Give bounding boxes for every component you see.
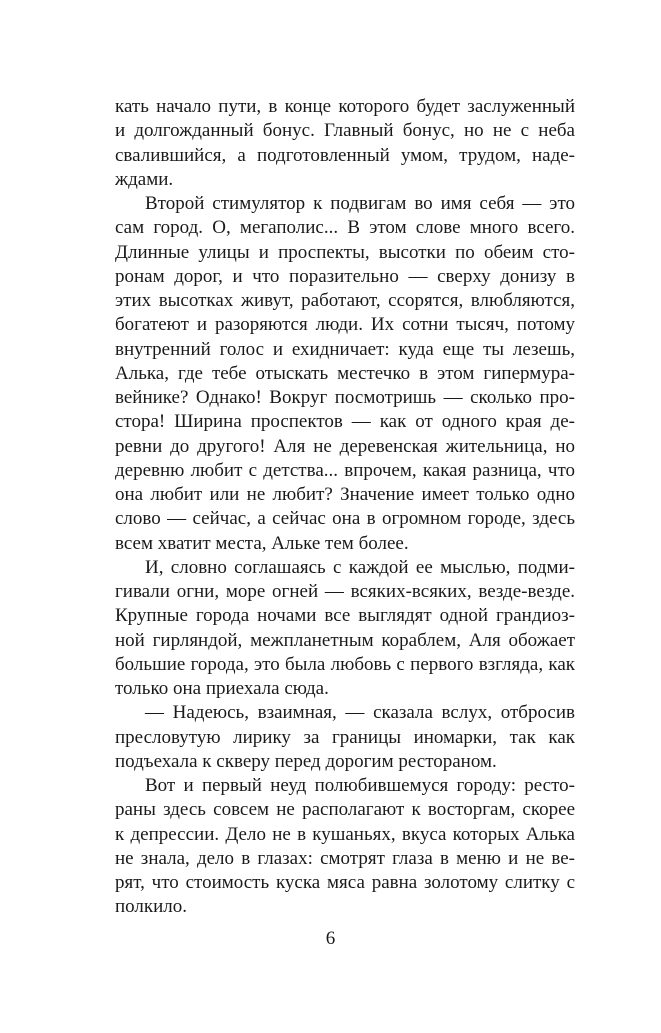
text-line: деревню любит с детства... впрочем, какая разница, что (115, 459, 575, 481)
text-line: слово — сейчас, а сейчас она в огромном городе, здесь (115, 508, 575, 530)
text-line: не знала, дело в глазах: смотрят глаза в меню и не ве- (115, 847, 575, 869)
page-body-text (115, 95, 575, 920)
text-line: Длинные улицы и проспекты, высотки по обеим сто- (115, 241, 575, 263)
paragraph (115, 556, 575, 702)
text-line: рят, что стоимость куска мяса равна золотому слитку с (115, 872, 575, 893)
text-line: гивали огни, море огней — всяких-всяких, везде-везде. (115, 581, 575, 602)
text-line: ной гирляндой, межпланетным кораблем, Аля обожает (115, 629, 575, 651)
text-line: свалившийся, а подготовленный умом, трудом, наде- (115, 144, 575, 166)
text-line: И, словно соглашаясь с каждой ее мыслью, подми- (145, 556, 575, 578)
text-line: Алька, где тебе отыскать местечко в этом гипермура- (115, 362, 575, 384)
text-line: Вот и первый неуд полюбившемуся городу: ресто- (145, 775, 575, 796)
text-line: богатеют и разоряются люди. Их сотни тысяч, потому (115, 314, 575, 336)
text-line: вейнике? Однако! Вокруг посмотришь — сколько про- (115, 387, 575, 408)
text-line: только она приехала сюда. (115, 678, 329, 699)
text-line: полкило. (115, 896, 188, 918)
text-line: сам город. О, мегаполис... В этом слове много всего. (115, 217, 575, 239)
text-line: Второй стимулятор к подвигам во имя себя — это (145, 193, 575, 214)
page-number: 6 (325, 928, 336, 949)
text-line: большие города, это была любовь с первого взгляда, как (115, 653, 575, 675)
text-line: к депрессии. Дело не в кушаньях, вкуса которых Алька (115, 823, 575, 845)
text-line: Крупные города ночами все выглядят одной грандиоз- (115, 605, 575, 627)
text-line: и долгожданный бонус. Главный бонус, но не с неба (115, 120, 575, 142)
paragraph (115, 192, 575, 556)
paragraph (115, 95, 575, 192)
paragraph (115, 774, 575, 920)
text-line: кать начало пути, в конце которого будет заслуженный (115, 96, 575, 117)
text-line: всем хватит места, Альке тем более. (115, 532, 409, 554)
text-line: она любит или не любит? Значение имеет только одно (115, 484, 575, 505)
text-line: внутренний голос и ехидничает: куда еще ты лезешь, (115, 338, 575, 360)
text-line: этих высотках живут, работают, ссорятся, влюбляются, (115, 290, 575, 311)
text-line: ждами. (115, 168, 174, 190)
paragraph (115, 701, 575, 774)
text-line: пресловутую лирику за границы иномарки, так как (115, 726, 575, 748)
text-line: подъехала к скверу перед дорогим рестораном. (115, 750, 497, 772)
text-line: — Надеюсь, взаимная, — сказала вслух, отбросив (145, 702, 575, 724)
text-line: ревни до другого! Аля не деревенская жительница, но (115, 435, 575, 457)
text-line: ронам дорог, и что поразительно — сверху донизу в (115, 265, 575, 287)
text-line: раны здесь совсем не располагают к восторгам, скорее (115, 799, 575, 821)
text-line: стора! Ширина проспектов — как от одного края де- (115, 411, 575, 433)
